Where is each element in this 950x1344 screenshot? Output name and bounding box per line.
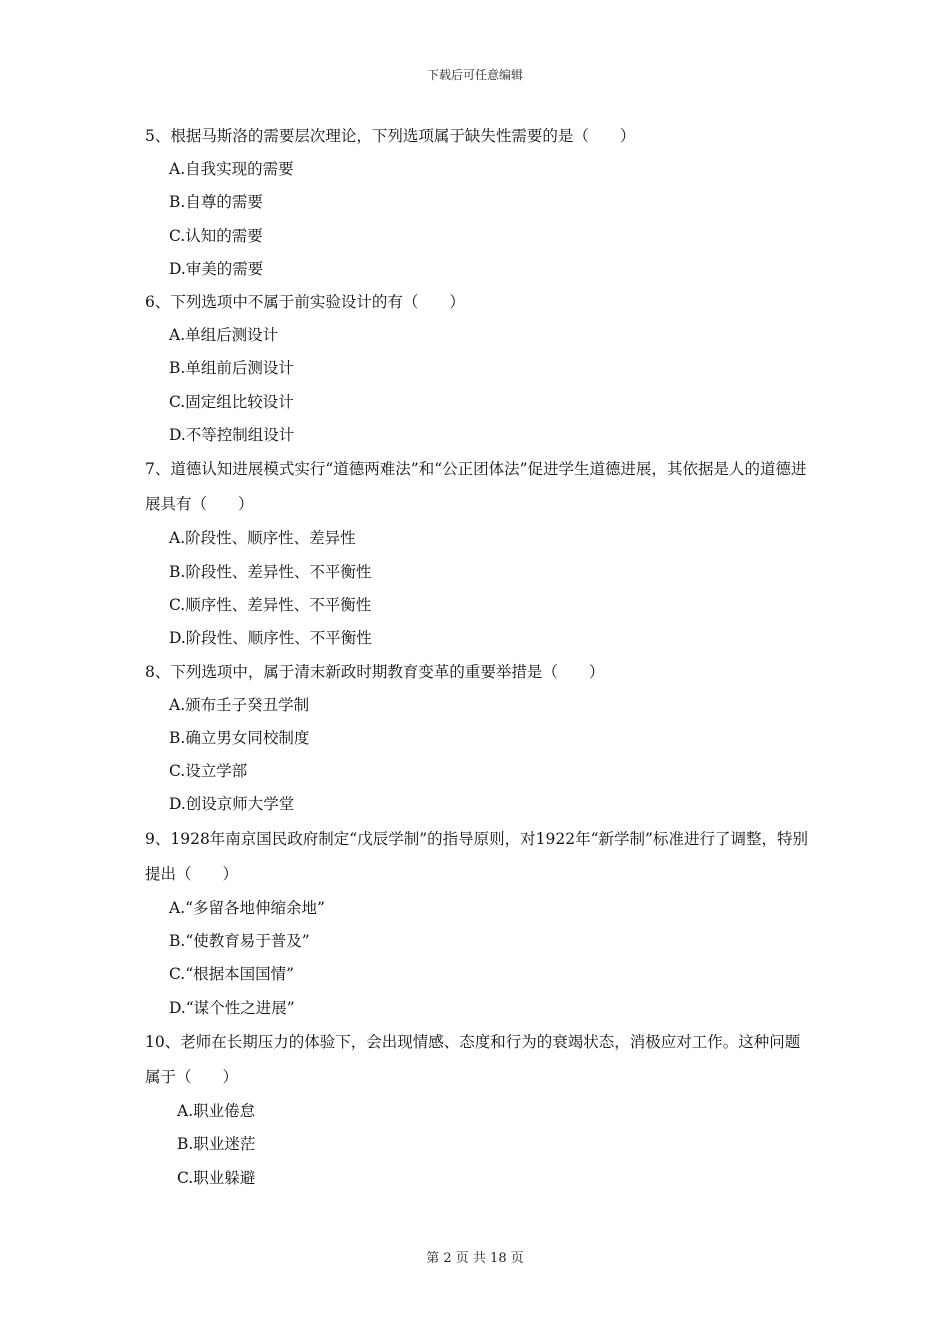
question-9	[145, 822, 815, 1025]
question-stem: 7、道德认知进展模式实行“道德两难法”和“公正团体法”促进学生道德进展，其依据是人的道德进展具有（ ）	[145, 460, 807, 514]
question-stem: 5、根据马斯洛的需要层次理论，下列选项属于缺失性需要的是（ ）	[145, 127, 636, 145]
option-a: A.阶段性、顺序性、差异性	[169, 529, 356, 548]
option-b: B.阶段性、差异性、不平衡性	[169, 562, 372, 581]
option-b: B.单组前后测设计	[169, 359, 294, 378]
question-10	[145, 1025, 815, 1195]
option-c: C.固定组比较设计	[169, 392, 294, 411]
page-footer: 第 2 页 共 18 页	[426, 1251, 524, 1266]
option-b: B.自尊的需要	[169, 193, 263, 212]
question-stem: 10、老师在长期压力的体验下，会出现情感、态度和行为的衰竭状态，消极应对工作。这种问题属于（ ）	[145, 1032, 801, 1086]
question-8	[145, 656, 815, 822]
option-a: A.“多留各地伸缩余地”	[169, 898, 325, 917]
question-stem: 9、1928年南京国民政府制定“戊辰学制”的指导原则，对1922年“新学制”标准进行了调整，特别提出（ ）	[145, 829, 808, 883]
option-b: B.确立男女同校制度	[169, 728, 310, 747]
question-list	[145, 120, 815, 1195]
option-a: A.职业倦怠	[177, 1101, 256, 1120]
option-a: A.自我实现的需要	[169, 160, 294, 178]
option-c: C.“根据本国国情”	[169, 965, 295, 984]
option-b: B.“使教育易于普及”	[169, 932, 310, 951]
option-d: D.不等控制组设计	[169, 426, 295, 445]
option-b: B.职业迷茫	[177, 1135, 256, 1154]
option-d: D.“谋个性之进展”	[169, 998, 295, 1017]
page-header: 下载后可任意编辑	[426, 68, 523, 82]
question-stem: 8、下列选项中，属于清末新政时期教育变革的重要举措是（ ）	[145, 662, 605, 681]
option-c: C.设立学部	[169, 762, 248, 781]
option-a: A.单组后测设计	[169, 326, 279, 345]
option-c: C.职业躲避	[177, 1168, 256, 1187]
question-7	[145, 452, 815, 655]
option-c: C.顺序性、差异性、不平衡性	[169, 595, 372, 614]
question-6	[145, 286, 815, 452]
question-stem: 6、下列选项中不属于前实验设计的有（ ）	[145, 293, 465, 312]
option-d: D.创设京师大学堂	[169, 795, 295, 814]
option-a: A.颁布壬子癸丑学制	[169, 695, 310, 714]
option-d: D.审美的需要	[169, 259, 264, 278]
question-5	[145, 120, 815, 286]
option-c: C.认知的需要	[169, 226, 263, 245]
option-d: D.阶段性、顺序性、不平衡性	[169, 629, 372, 648]
